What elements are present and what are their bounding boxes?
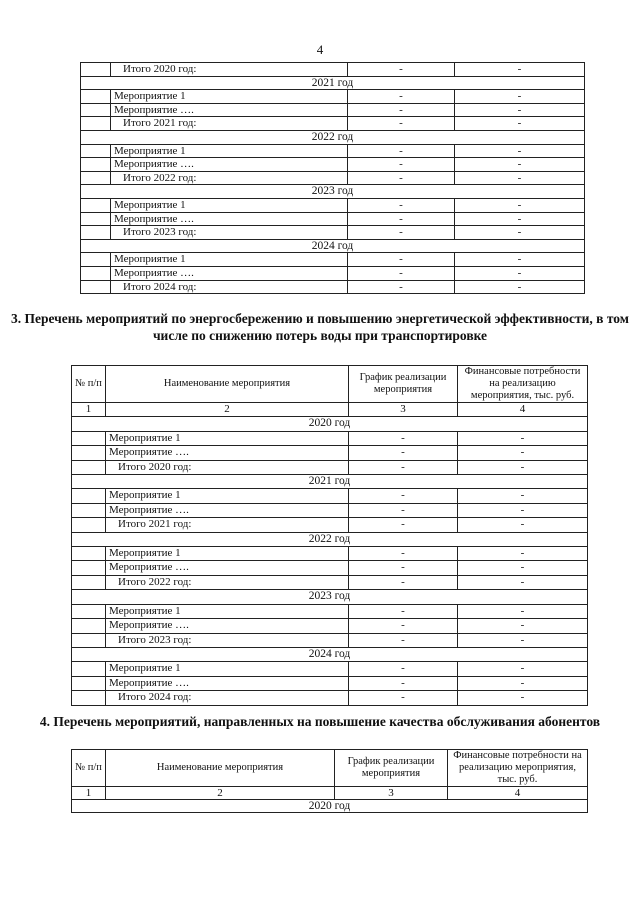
total-label: Итого 2022 год:: [111, 171, 348, 185]
item-name: Мероприятие 1: [106, 604, 349, 618]
table-row: [72, 662, 588, 676]
total-label: Итого 2021 год:: [106, 518, 349, 532]
column-number: 2: [106, 403, 349, 417]
item-name: Мероприятие 1: [106, 662, 349, 676]
section-3-table-body: [72, 366, 588, 706]
finance-cell: -: [455, 158, 585, 172]
year-label: 2020 год: [72, 417, 588, 431]
index-cell: [72, 575, 106, 589]
finance-cell: -: [458, 503, 588, 517]
year-row: [81, 76, 585, 90]
index-cell: [72, 676, 106, 690]
finance-cell: -: [455, 144, 585, 158]
column-number-row: [72, 787, 588, 800]
column-number: 2: [106, 787, 335, 800]
index-cell: [81, 158, 111, 172]
item-name: Мероприятие ….: [111, 212, 348, 226]
index-cell: [72, 561, 106, 575]
schedule-cell: -: [349, 561, 458, 575]
column-number: 1: [72, 403, 106, 417]
schedule-cell: -: [349, 489, 458, 503]
schedule-cell: -: [349, 662, 458, 676]
finance-cell: -: [455, 198, 585, 212]
schedule-cell: -: [348, 266, 455, 280]
item-name: Мероприятие 1: [106, 547, 349, 561]
schedule-cell: -: [349, 460, 458, 474]
index-cell: [81, 90, 111, 104]
finance-cell: -: [458, 662, 588, 676]
continued-table-body: [81, 63, 585, 294]
finance-cell: -: [458, 518, 588, 532]
schedule-cell: -: [349, 446, 458, 460]
index-cell: [72, 460, 106, 474]
table-row: [72, 489, 588, 503]
index-cell: [81, 103, 111, 117]
schedule-cell: -: [349, 619, 458, 633]
finance-cell: -: [458, 489, 588, 503]
finance-header: Финансовые потребности на реализацию мероприятия, тыс. руб.: [448, 750, 588, 787]
column-number: 3: [335, 787, 448, 800]
schedule-cell: -: [349, 431, 458, 445]
schedule-cell: -: [348, 158, 455, 172]
index-cell: [81, 280, 111, 294]
finance-cell: -: [455, 171, 585, 185]
index-cell: [81, 266, 111, 280]
year-label: 2023 год: [81, 185, 585, 199]
schedule-header: График реализации мероприятия: [349, 366, 458, 403]
table-row: [72, 561, 588, 575]
item-name: Мероприятие ….: [106, 619, 349, 633]
index-cell: [81, 212, 111, 226]
schedule-cell: -: [348, 63, 455, 77]
schedule-cell: -: [349, 604, 458, 618]
table-row: [72, 604, 588, 618]
finance-cell: -: [458, 460, 588, 474]
year-label: 2021 год: [81, 76, 585, 90]
schedule-cell: -: [348, 171, 455, 185]
schedule-cell: -: [348, 226, 455, 240]
finance-header: Финансовые потребности на реализацию мероприятия, тыс. руб.: [458, 366, 588, 403]
finance-cell: -: [455, 90, 585, 104]
schedule-cell: -: [348, 212, 455, 226]
index-cell: [72, 691, 106, 705]
total-label: Итого 2022 год:: [106, 575, 349, 589]
total-label: Итого 2023 год:: [111, 226, 348, 240]
finance-cell: -: [455, 226, 585, 240]
table-row: [72, 446, 588, 460]
year-label: 2020 год: [72, 800, 588, 813]
table-row: [72, 431, 588, 445]
schedule-cell: -: [348, 144, 455, 158]
table-row: [72, 619, 588, 633]
index-cell: [81, 63, 111, 77]
year-row: [72, 532, 588, 546]
table-row: [72, 676, 588, 690]
schedule-cell: -: [349, 518, 458, 532]
finance-cell: -: [455, 117, 585, 131]
total-label: Итого 2024 год:: [111, 280, 348, 294]
finance-cell: -: [458, 604, 588, 618]
table-row: [81, 212, 585, 226]
total-row: [72, 633, 588, 647]
item-name: Мероприятие ….: [106, 446, 349, 460]
year-label: 2022 год: [81, 130, 585, 144]
finance-cell: -: [458, 561, 588, 575]
schedule-cell: -: [349, 691, 458, 705]
schedule-cell: -: [349, 503, 458, 517]
column-number-row: [72, 403, 588, 417]
number-header: № п/п: [72, 366, 106, 403]
total-row: [81, 226, 585, 240]
item-name: Мероприятие 1: [106, 489, 349, 503]
year-row: [72, 800, 588, 813]
year-row: [81, 130, 585, 144]
year-row: [81, 239, 585, 253]
schedule-cell: -: [349, 633, 458, 647]
finance-cell: -: [458, 633, 588, 647]
item-name: Мероприятие ….: [111, 266, 348, 280]
schedule-cell: -: [348, 280, 455, 294]
column-number: 4: [448, 787, 588, 800]
index-cell: [72, 446, 106, 460]
continued-table: [80, 62, 585, 294]
item-name: Мероприятие ….: [106, 561, 349, 575]
item-name: Мероприятие ….: [106, 503, 349, 517]
section-4-table-body: [72, 750, 588, 813]
name-header: Наименование мероприятия: [106, 366, 349, 403]
index-cell: [72, 503, 106, 517]
schedule-cell: -: [349, 547, 458, 561]
finance-cell: -: [458, 619, 588, 633]
finance-cell: -: [458, 547, 588, 561]
page-number: 4: [316, 42, 324, 57]
total-row: [72, 460, 588, 474]
column-number: 3: [349, 403, 458, 417]
year-label: 2021 год: [72, 475, 588, 489]
index-cell: [72, 662, 106, 676]
index-cell: [81, 226, 111, 240]
index-cell: [81, 198, 111, 212]
year-label: 2023 год: [72, 590, 588, 604]
year-label: 2022 год: [72, 532, 588, 546]
total-row: [81, 280, 585, 294]
number-header: № п/п: [72, 750, 106, 787]
table-row: [81, 266, 585, 280]
table-row: [81, 253, 585, 267]
table-row: [81, 90, 585, 104]
column-number: 4: [458, 403, 588, 417]
finance-cell: -: [455, 212, 585, 226]
year-row: [72, 590, 588, 604]
section-4-heading: 4. Перечень мероприятий, направленных на повышение качества обслуживания абонентов: [39, 714, 601, 729]
finance-cell: -: [455, 103, 585, 117]
index-cell: [72, 431, 106, 445]
name-header: Наименование мероприятия: [106, 750, 335, 787]
index-cell: [81, 144, 111, 158]
year-label: 2024 год: [81, 239, 585, 253]
schedule-cell: -: [349, 575, 458, 589]
total-label: Итого 2024 год:: [106, 691, 349, 705]
index-cell: [81, 171, 111, 185]
schedule-cell: -: [348, 103, 455, 117]
total-label: Итого 2021 год:: [111, 117, 348, 131]
table-row: [72, 547, 588, 561]
total-row: [81, 171, 585, 185]
table-row: [81, 198, 585, 212]
finance-cell: -: [458, 575, 588, 589]
total-label: Итого 2020 год:: [111, 63, 348, 77]
table-row: [81, 144, 585, 158]
column-number: 1: [72, 787, 106, 800]
item-name: Мероприятие 1: [111, 144, 348, 158]
finance-cell: -: [455, 253, 585, 267]
item-name: Мероприятие ….: [106, 676, 349, 690]
schedule-cell: -: [348, 117, 455, 131]
index-cell: [72, 604, 106, 618]
header-row: [72, 366, 588, 403]
index-cell: [72, 619, 106, 633]
item-name: Мероприятие 1: [111, 90, 348, 104]
index-cell: [81, 253, 111, 267]
finance-cell: -: [458, 446, 588, 460]
table-row: [72, 503, 588, 517]
section-4-table: [71, 749, 588, 813]
item-name: Мероприятие ….: [111, 103, 348, 117]
section-3-heading: 3. Перечень мероприятий по энергосбережению и повышению энергетической эффективности, в том числе по снижению потерь воды при транспортировке: [10, 311, 629, 343]
item-name: Мероприятие 1: [111, 253, 348, 267]
finance-cell: -: [458, 691, 588, 705]
total-row: [72, 518, 588, 532]
schedule-cell: -: [349, 676, 458, 690]
index-cell: [72, 489, 106, 503]
schedule-cell: -: [348, 253, 455, 267]
total-row: [72, 691, 588, 705]
year-row: [81, 185, 585, 199]
finance-cell: -: [458, 431, 588, 445]
index-cell: [72, 518, 106, 532]
table-row: [81, 103, 585, 117]
year-row: [72, 647, 588, 661]
total-label: Итого 2020 год:: [106, 460, 349, 474]
schedule-header: График реализации мероприятия: [335, 750, 448, 787]
year-row: [72, 417, 588, 431]
index-cell: [72, 547, 106, 561]
total-row: [81, 117, 585, 131]
finance-cell: -: [455, 266, 585, 280]
total-label: Итого 2023 год:: [106, 633, 349, 647]
header-row: [72, 750, 588, 787]
total-row: [72, 575, 588, 589]
index-cell: [72, 633, 106, 647]
year-row: [72, 475, 588, 489]
item-name: Мероприятие 1: [106, 431, 349, 445]
finance-cell: -: [458, 676, 588, 690]
schedule-cell: -: [348, 90, 455, 104]
item-name: Мероприятие 1: [111, 198, 348, 212]
year-label: 2024 год: [72, 647, 588, 661]
finance-cell: -: [455, 280, 585, 294]
section-3-table: [71, 365, 588, 706]
total-row: [81, 63, 585, 77]
index-cell: [81, 117, 111, 131]
finance-cell: -: [455, 63, 585, 77]
table-row: [81, 158, 585, 172]
schedule-cell: -: [348, 198, 455, 212]
item-name: Мероприятие ….: [111, 158, 348, 172]
